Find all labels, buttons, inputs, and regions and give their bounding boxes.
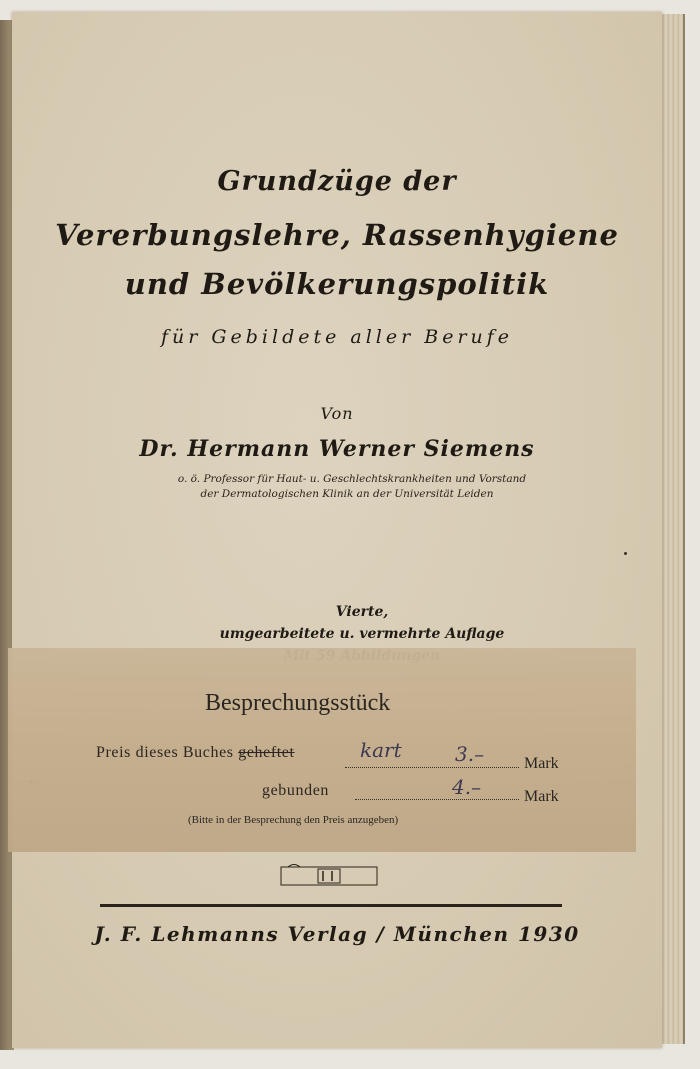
subtitle: für Gebildete aller Berufe <box>160 326 514 348</box>
edition-line-1: Vierte, <box>335 604 389 620</box>
price-dotted-line <box>345 766 519 768</box>
handwritten-price-1: 3.– <box>455 742 485 766</box>
price-prefix: Preis dieses Buches <box>96 744 234 761</box>
author-affiliation-1: o. ö. Professor für Haut- u. Geschlechtskrankheiten und Vorstand <box>177 473 527 485</box>
title-line-2: Vererbungslehre, Rassenhygiene <box>55 218 619 252</box>
currency-mark-1: Mark <box>524 755 559 772</box>
publisher-logo-icon <box>280 864 378 886</box>
author-name: Dr. Hermann Werner Siemens <box>139 436 535 462</box>
price-line <box>96 744 295 762</box>
divider-rule <box>100 904 562 907</box>
publisher-imprint: J. F. Lehmanns Verlag / München 1930 <box>94 922 580 946</box>
bound-dotted-line <box>355 798 519 800</box>
handwritten-binding: kart <box>360 738 402 762</box>
by-line: Von <box>320 404 354 423</box>
label-heading: Besprechungsstück <box>205 690 391 716</box>
author-affiliation-2: der Dermatologischen Klinik an der Universität Leiden <box>200 488 494 500</box>
handwritten-price-2: 4.– <box>452 775 482 799</box>
currency-mark-2: Mark <box>524 788 559 805</box>
paper-speck <box>624 552 627 555</box>
title-line-1: Grundzüge der <box>217 166 457 197</box>
label-note: (Bitte in der Besprechung den Preis anzugeben) <box>188 814 399 826</box>
edition-line-2: umgearbeitete u. vermehrte Auflage <box>219 626 505 642</box>
title-line-3: und Bevölkerungspolitik <box>124 267 550 301</box>
bound-label: gebunden <box>262 782 330 799</box>
title-page <box>12 12 662 1048</box>
price-struck-word: geheftet <box>238 744 295 761</box>
